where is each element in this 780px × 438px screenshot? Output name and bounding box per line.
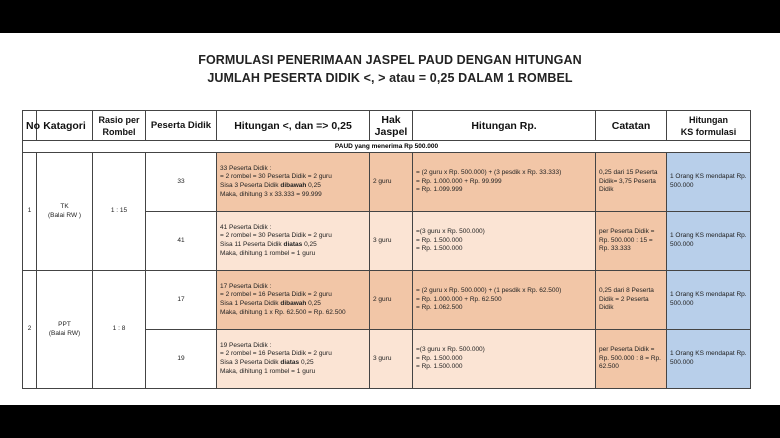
subheader-row bbox=[23, 141, 751, 153]
cell-hak-jaspel: 2 guru bbox=[370, 271, 413, 330]
cell-catatan: per Peserta Didik = Rp. 500.000 : 8 = Rp. 62.500 bbox=[596, 330, 667, 389]
cell-hitungan-rp: = (2 guru x Rp. 500.000) + (1 pesdik x Rp. 62.500) = Rp. 1.000.000 + Rp. 62.500 = Rp. 1.062.500 bbox=[413, 271, 596, 330]
cell-ks: 1 Orang KS mendapat Rp. 500.000 bbox=[667, 212, 751, 271]
header-rasio: Rasio per Rombel bbox=[93, 111, 146, 141]
cell-peserta: 17 bbox=[146, 271, 217, 330]
cell-hak-jaspel: 2 guru bbox=[370, 153, 413, 212]
cell-hitungan: 19 Peserta Didik : = 2 rombel = 16 Peserta Didik = 2 guru Sisa 3 Peserta Didik diatas 0,25 Maka, dihitung 1 rombel = 1 guru bbox=[217, 330, 370, 389]
cell-no: 2 bbox=[23, 271, 37, 389]
cell-rasio: 1 : 8 bbox=[93, 271, 146, 389]
cell-hak-jaspel: 3 guru bbox=[370, 212, 413, 271]
jaspel-table bbox=[22, 110, 751, 389]
cell-katagori: PPT (Balai RW) bbox=[37, 271, 93, 389]
cell-hitungan-rp: = (2 guru x Rp. 500.000) + (3 pesdik x Rp. 33.333) = Rp. 1.000.000 + Rp. 99.999 = Rp. 1.099.999 bbox=[413, 153, 596, 212]
cell-ks: 1 Orang KS mendapat Rp. 500.000 bbox=[667, 330, 751, 389]
cell-hitungan-rp: =(3 guru x Rp. 500.000) = Rp. 1.500.000 = Rp. 1.500.000 bbox=[413, 212, 596, 271]
cell-peserta: 33 bbox=[146, 153, 217, 212]
header-row bbox=[23, 111, 751, 141]
header-peserta-didik: Peserta Didik bbox=[146, 111, 217, 141]
cell-hitungan: 41 Peserta Didik : = 2 rombel = 30 Peserta Didik = 2 guru Sisa 11 Peserta Didik diatas 0,25 Maka, dihitung 1 rombel = 1 guru bbox=[217, 212, 370, 271]
header-catatan: Catatan bbox=[596, 111, 667, 141]
header-ks-formulasi: Hitungan KS formulasi bbox=[667, 111, 751, 141]
cell-peserta: 19 bbox=[146, 330, 217, 389]
cell-ks: 1 Orang KS mendapat Rp. 500.000 bbox=[667, 153, 751, 212]
cell-rasio: 1 : 15 bbox=[93, 153, 146, 271]
cell-catatan: 0,25 dari 15 Peserta Didik= 3,75 Peserta Didik bbox=[596, 153, 667, 212]
table-row bbox=[23, 153, 751, 212]
header-hitungan: Hitungan <, dan => 0,25 bbox=[217, 111, 370, 141]
subheader-text: PAUD yang menerima Rp 500.000 bbox=[23, 141, 751, 153]
cell-catatan: 0,25 dari 8 Peserta Didik = 2 Peserta Didik bbox=[596, 271, 667, 330]
cell-ks: 1 Orang KS mendapat Rp. 500.000 bbox=[667, 271, 751, 330]
cell-catatan: per Peserta Didik = Rp. 500.000 : 15 = Rp. 33.333 bbox=[596, 212, 667, 271]
bottom-black-bar bbox=[0, 405, 780, 438]
cell-hak-jaspel: 3 guru bbox=[370, 330, 413, 389]
header-katagori: Katagori bbox=[37, 111, 93, 141]
table-row bbox=[23, 271, 751, 330]
cell-peserta: 41 bbox=[146, 212, 217, 271]
header-hak-jaspel: Hak Jaspel bbox=[370, 111, 413, 141]
header-no: No bbox=[23, 111, 37, 141]
document-title-line-1: FORMULASI PENERIMAAN JASPEL PAUD DENGAN HITUNGAN bbox=[198, 53, 582, 67]
cell-hitungan: 17 Peserta Didik : = 2 rombel = 16 Peserta Didik = 2 guru Sisa 1 Peserta Didik dibawah 0,25 Maka, dihitung 1 x Rp. 62.500 = Rp. 62.500 bbox=[217, 271, 370, 330]
cell-katagori: TK (Balai RW ) bbox=[37, 153, 93, 271]
document-page bbox=[0, 33, 780, 405]
cell-hitungan-rp: =(3 guru x Rp. 500.000) = Rp. 1.500.000 = Rp. 1.500.000 bbox=[413, 330, 596, 389]
header-hitungan-rp: Hitungan Rp. bbox=[413, 111, 596, 141]
cell-no: 1 bbox=[23, 153, 37, 271]
cell-hitungan: 33 Peserta Didik : = 2 rombel = 30 Peserta Didik = 2 guru Sisa 3 Peserta Didik dibawah 0,25 Maka, dihitung 3 x 33.333 = 99.999 bbox=[217, 153, 370, 212]
document-title-line-2: JUMLAH PESERTA DIDIK <, > atau = 0,25 DALAM 1 ROMBEL bbox=[207, 71, 573, 85]
